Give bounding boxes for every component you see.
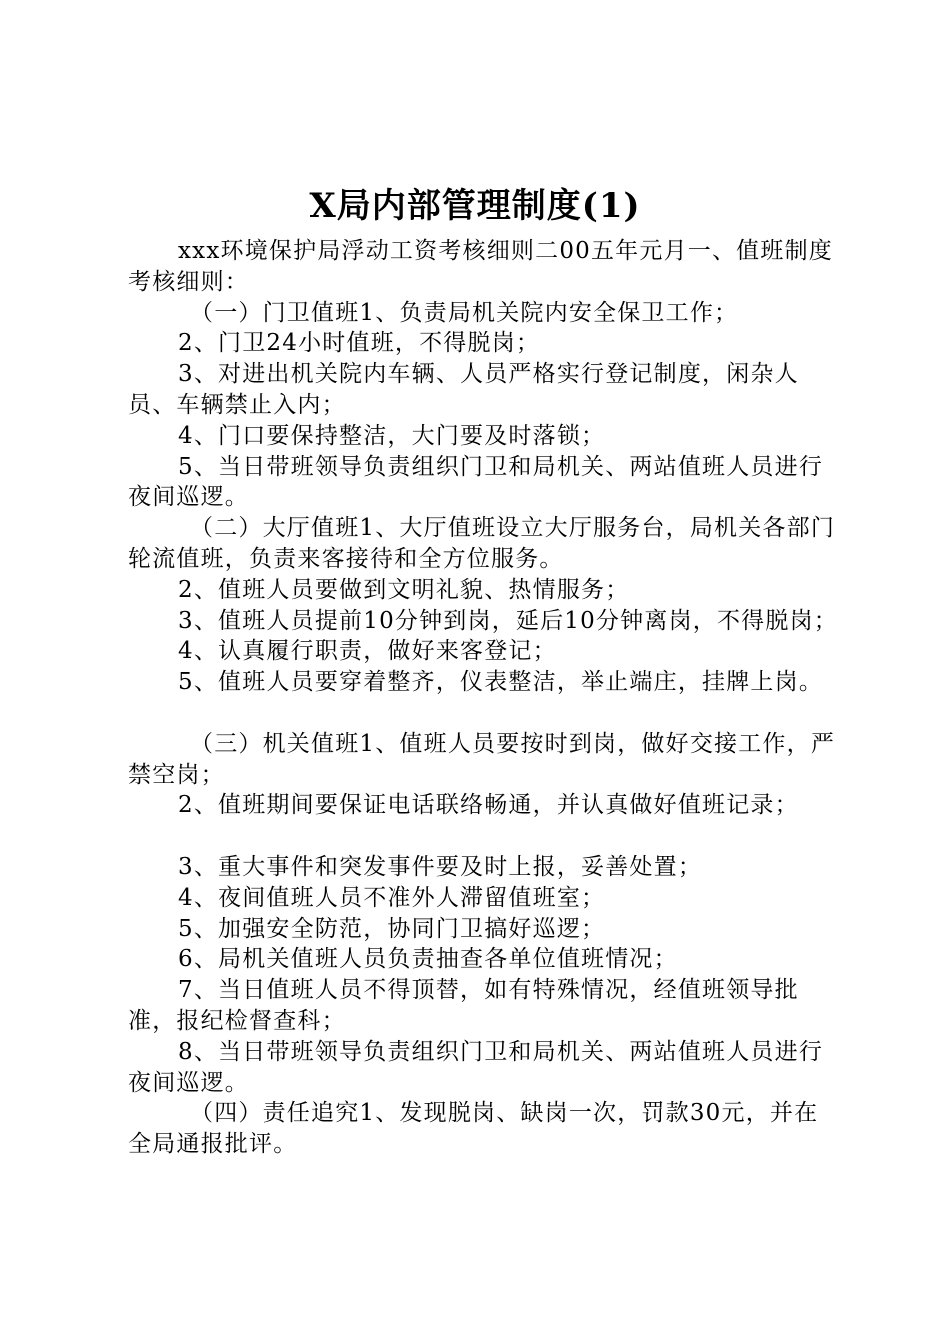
paragraph-item: 4、夜间值班人员不准外人滞留值班室； — [178, 884, 606, 911]
paragraph-item: 4、认真履行职责，做好来客登记； — [178, 638, 557, 665]
paragraph-section-3: （三）机关值班1、值班人员要按时到岗，做好交接工作，严禁空岗； — [128, 730, 836, 788]
paragraph-item: 3、重大事件和突发事件要及时上报，妥善处置； — [178, 853, 703, 880]
paragraph-item: 5、当日带班领导负责组织门卫和局机关、两站值班人员进行夜间巡逻。 — [128, 453, 824, 511]
paragraph-intro: xxx环境保护局浮动工资考核细则二00五年元月一、值班制度考核细则： — [128, 238, 833, 295]
paragraph-section-1: （一）门卫值班1、负责局机关院内安全保卫工作； — [190, 299, 739, 326]
paragraph-item: 2、门卫24小时值班，不得脱岗； — [178, 330, 541, 357]
paragraph-item: 2、值班人员要做到文明礼貌、热情服务； — [178, 576, 630, 603]
paragraph-item: 3、值班人员提前10分钟到岗，延后10分钟离岗，不得脱岗； — [178, 607, 838, 634]
paragraph-item: 8、当日带班领导负责组织门卫和局机关、两站值班人员进行夜间巡逻。 — [128, 1038, 824, 1096]
paragraph-item: 5、值班人员要穿着整齐，仪表整洁，举止端庄，挂牌上岗。 — [178, 669, 824, 696]
paragraph-item: 7、当日值班人员不得顶替，如有特殊情况，经值班领导批准，报纪检督查科； — [128, 977, 799, 1034]
paragraph-item: 6、局机关值班人员负责抽查各单位值班情况； — [178, 946, 678, 973]
document-body — [128, 236, 838, 1160]
paragraph-item: 5、加强安全防范，协同门卫搞好巡逻； — [178, 915, 606, 942]
paragraph-item: 4、门口要保持整洁，大门要及时落锁； — [178, 422, 606, 449]
paragraph-section-4: （四）责任追究1、发现脱岗、缺岗一次，罚款30元，并在全局通报批评。 — [128, 1100, 819, 1158]
paragraph-section-2: （二）大厅值班1、大厅值班设立大厅服务台，局机关各部门轮流值班，负责来客接待和全方位服务。 — [128, 515, 836, 572]
paragraph-spacer — [128, 821, 838, 852]
document-title: X局内部管理制度(1) — [309, 186, 641, 226]
paragraph-spacer — [128, 698, 838, 729]
paragraph-item: 3、对进出机关院内车辆、人员严格实行登记制度，闲杂人员、车辆禁止入内； — [128, 361, 799, 418]
paragraph-item: 2、值班期间要保证电话联络畅通，并认真做好值班记录； — [178, 792, 799, 819]
